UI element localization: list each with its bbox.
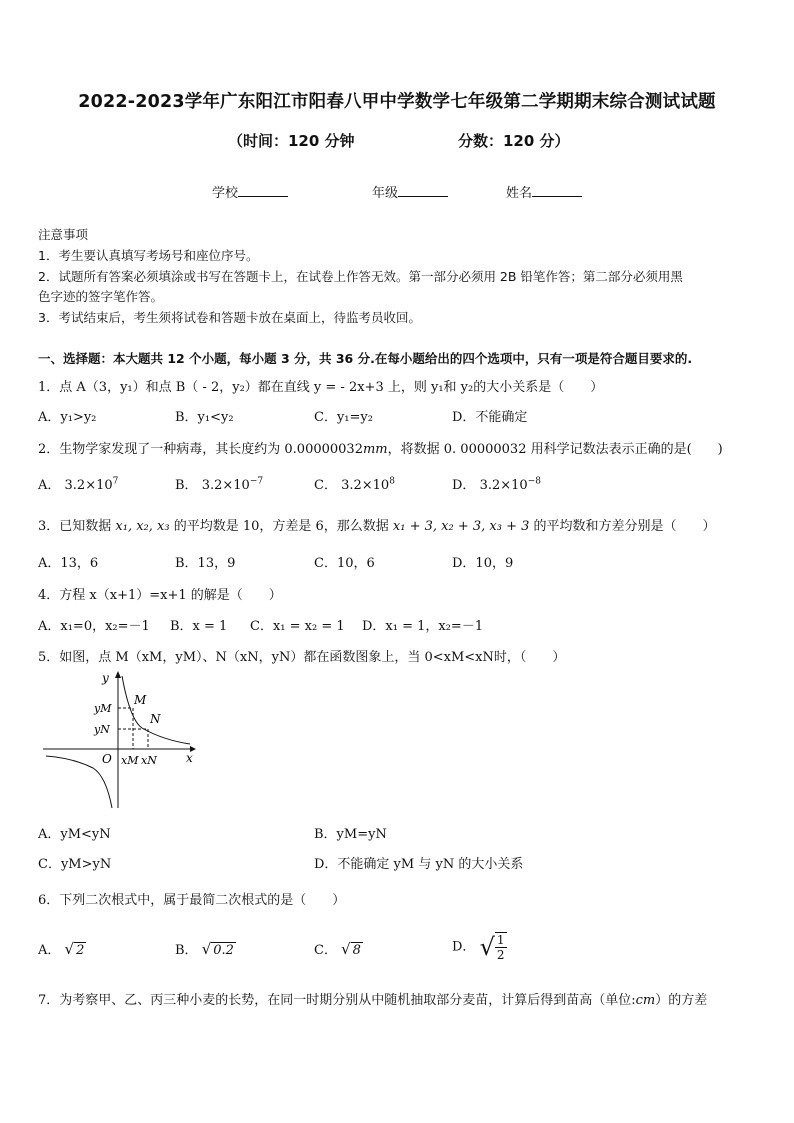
option-label: A． [38, 943, 61, 958]
q1-option-d: D．不能确定 [452, 410, 528, 425]
option-base: 3.2×10 [201, 478, 250, 493]
option-label: A． [38, 478, 61, 493]
question-4-stem: 4．方程 x（x+1）=x+1 的解是（ ） [38, 588, 282, 603]
point-n-label: N [150, 712, 161, 726]
q1-option-b: B．y₁<y₂ [175, 410, 234, 425]
xn-label: xN [141, 754, 157, 767]
denominator: 2 [496, 948, 505, 962]
q3-option-b: B．13，9 [175, 556, 236, 571]
ym-label: yM [94, 702, 112, 715]
q3-vars2: x₁ + 3, x₂ + 3, x₃ + 3 [392, 519, 530, 534]
section-heading: 一、选择题：本大题共 12 个小题，每小题 3 分，共 36 分.在每小题给出的四个选项中，只有一项是符合题目要求的. [38, 351, 693, 366]
radical-sign: √ [64, 940, 75, 958]
notes-item: 1．考生要认真填写考场号和座位序号。 [38, 248, 259, 263]
q7-stem-unit: cm [635, 993, 656, 1008]
q5-option-c: C．yM>yN [38, 857, 112, 872]
question-1-stem: 1．点 A（3，y₁）和点 B（ - 2，y₂）都在直线 y = - 2x+3 上，则 y₁和 y₂的大小关系是（ ） [38, 380, 604, 395]
option-exp: −8 [527, 476, 541, 487]
q4-option-c: C．x₁ = x₂ = 1 [250, 619, 345, 634]
option-exp: 7 [112, 476, 119, 487]
q2-option-d [452, 474, 541, 493]
q2-option-c [314, 474, 395, 493]
notes-heading: 注意事项 [38, 227, 89, 242]
radical-sign: √ [479, 933, 495, 961]
grade-blank [398, 184, 448, 197]
q3-stem-c: 的平均数和方差分别是（ ） [529, 519, 716, 534]
page-title: 2022-2023学年广东阳江市阳春八甲中学数学七年级第二学期期末综合测试试题 [78, 92, 716, 112]
q3-vars: x₁, x₂, x₃ [115, 519, 170, 534]
question-5-stem: 5．如图，点 M（xM，yM）、N（xN，yN）都在函数图象上，当 0<xM<xN时，（ ） [38, 650, 566, 665]
y-axis-arrow [115, 671, 121, 678]
curve-branch-1 [122, 676, 190, 744]
q2-option-a [38, 474, 118, 493]
option-label: C． [314, 943, 337, 958]
q4-option-b: B．x = 1 [170, 619, 228, 634]
radicand: 2 [76, 943, 85, 958]
q4-option-a: A．x₁=0，x₂=－1 [38, 619, 150, 634]
option-base: 3.2×10 [64, 478, 113, 493]
school-field [212, 182, 288, 201]
point-m-label: M [134, 693, 147, 707]
q4-option-d: D．x₁ = 1，x₂=－1 [362, 619, 484, 634]
numerator: 1 [496, 933, 505, 947]
question-7-stem [38, 989, 707, 1008]
name-blank [532, 184, 582, 197]
option-base: 3.2×10 [479, 478, 528, 493]
question-2-stem [38, 438, 723, 457]
option-label: B． [175, 943, 198, 958]
notes-item: 3．考试结束后，考生须将试卷和答题卡放在桌面上，待监考员收回。 [38, 310, 421, 325]
q3-stem-a: 3．已知数据 [38, 519, 116, 534]
school-blank [238, 184, 288, 197]
q6-option-a [38, 939, 86, 958]
exam-score: 分数：120 分） [458, 132, 570, 150]
question-6-stem: 6．下列二次根式中，属于最简二次根式的是（ ） [38, 893, 346, 908]
option-label: C． [314, 478, 337, 493]
q2-stem-a: 2．生物学家发现了一种病毒，其长度约为 0.00000032 [38, 442, 363, 457]
grade-label: 年级 [372, 186, 399, 201]
option-base: 3.2×10 [341, 478, 390, 493]
radical-sign: √ [201, 940, 212, 958]
option-exp: −7 [249, 476, 264, 487]
q2-stem-b: ，将数据 0. 00000032 用科学记数法表示正确的是( ) [387, 442, 723, 457]
radicand: 0.2 [213, 943, 234, 958]
xm-label: xM [121, 754, 139, 767]
q5-function-graph [38, 668, 198, 813]
radicand: 8 [352, 943, 361, 958]
question-3-stem [38, 515, 716, 534]
q3-option-c: C．10，6 [314, 556, 375, 571]
q2-option-b [175, 474, 263, 493]
q6-option-d [452, 932, 507, 962]
q5-option-a: A．yM<yN [38, 827, 111, 842]
fraction [495, 932, 507, 962]
q1-option-a: A．y₁>y₂ [38, 410, 97, 425]
option-label: D． [452, 939, 476, 955]
origin-label: O [102, 752, 112, 766]
school-label: 学校 [212, 186, 239, 201]
q3-option-d: D．10，9 [452, 556, 514, 571]
q7-stem-b: ）的方差 [655, 993, 708, 1008]
q2-stem-unit: mm [362, 442, 388, 457]
q5-option-b: B．yM=yN [314, 827, 387, 842]
x-axis-label: x [186, 751, 193, 765]
option-label: D． [452, 478, 476, 493]
q3-option-a: A．13，6 [38, 556, 99, 571]
name-field [506, 182, 582, 201]
exam-time: （时间：120 分钟 [228, 132, 355, 150]
q3-stem-b: 的平均数是 10，方差是 6，那么数据 [169, 519, 393, 534]
name-label: 姓名 [506, 186, 533, 201]
option-label: B． [175, 478, 198, 493]
radical-sign: √ [341, 940, 351, 958]
q6-option-b [175, 939, 236, 958]
q1-option-c: C．y₁=y₂ [314, 410, 373, 425]
yn-label: yN [94, 723, 110, 736]
notes-item: 2．试题所有答案必须填涂或书写在答题卡上，在试卷上作答无效。第一部分必须用 2B 铅笔作答；第二部分必须用黑 [38, 269, 683, 284]
option-exp: 8 [389, 476, 395, 487]
notes-item: 色字迹的签字笔作答。 [38, 289, 164, 304]
y-axis-label: y [102, 671, 109, 685]
q7-stem-a: 7．为考察甲、乙、丙三种小麦的长势，在同一时期分别从中随机抽取部分麦苗，计算后得到苗高（单位: [38, 993, 636, 1008]
q5-option-d: D．不能确定 yM 与 yN 的大小关系 [314, 857, 524, 872]
q6-option-c [314, 939, 363, 958]
grade-field [372, 182, 448, 201]
